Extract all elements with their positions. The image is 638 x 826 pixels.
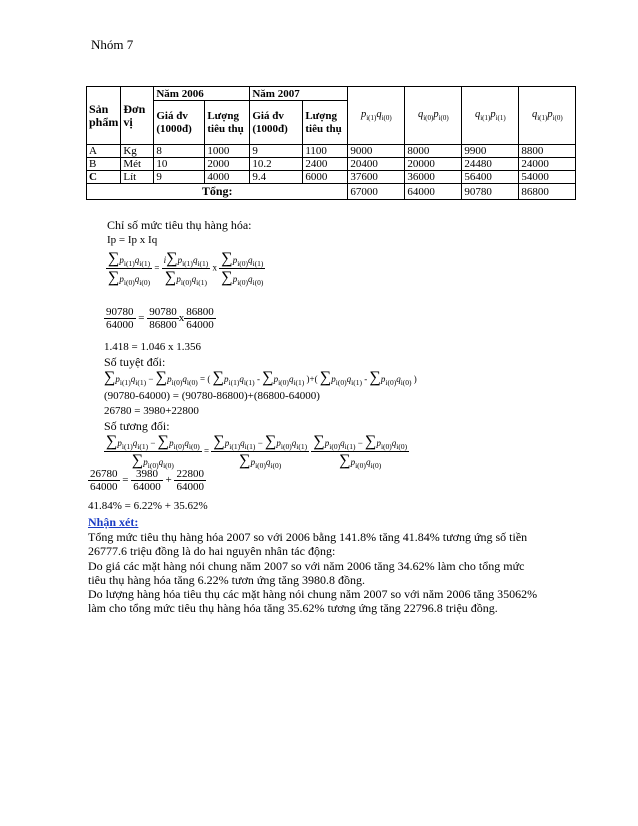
cell-c2: 20000: [405, 158, 462, 171]
notes-paragraph-2: Do giá các mặt hàng nói chung năm 2007 so với năm 2006 tăng 34.62% làm cho tổng mức tiêu thụ hàng hóa tăng 6.22% tươn ứng tăng 3980.8 đồng.: [88, 559, 525, 587]
cell-c1: 37600: [348, 171, 405, 184]
abs-symbolic-formula: $\sum p_{i(1)}q_{i(1)} - \sum p_{i(0)}q_{i(0)}$ = ( $\sum p_{i(1)}q_{i(1)} - \sum p_{i(0)}q_{i(1)}$ )+( $\sum p_{i(0)}q_{i(1)} - \sum p_{i(0)}q_{i(0)}$ ): [104, 369, 417, 387]
abs-result: 26780 = 3980+22800: [104, 405, 199, 417]
cell-product: B: [87, 158, 121, 171]
table-row: [87, 145, 576, 158]
total-label: Tổng:: [87, 184, 348, 200]
total-c2: 64000: [405, 184, 462, 200]
qty-2006-header: Lượng tiêu thụ: [205, 101, 250, 145]
group-header: Nhóm 7: [91, 37, 134, 52]
price-2006-header: Giá đv (1000đ): [154, 101, 205, 145]
cell-unit: Mét: [121, 158, 154, 171]
col-product-header: Sản phẩm: [87, 87, 121, 145]
cell-p1: 10.2: [250, 158, 303, 171]
col-unit-header: Đơn vị: [121, 87, 154, 145]
cell-c4: 24000: [519, 158, 576, 171]
notes-title: Nhận xét:: [88, 515, 139, 529]
notes-paragraph-3: Do lượng hàng hóa tiêu thụ các mặt hàng nói chung năm 2007 so với năm 2006 tăng 35062% làm cho tổng mức tiêu thụ hàng hóa tăng 35.62% tương ứng tăng 22796.8 triệu đồng.: [88, 587, 538, 615]
index-result: 1.418 = 1.046 x 1.356: [104, 341, 201, 353]
rel-title: Số tương đối:: [104, 419, 170, 433]
cell-p1: 9.4: [250, 171, 303, 184]
notes-paragraph-1: Tổng mức tiêu thụ hàng hóa 2007 so với 2006 bằng 141.8% tăng 41.84% tương ứng số tiền 26777.6 triệu đồng là do hai nguyên nhân tác động:: [88, 530, 528, 558]
cell-q0: 2000: [205, 158, 250, 171]
year1-header: Năm 2006: [154, 87, 250, 101]
rel-numeric-fractions: $\frac{26780}{64000}$ = $\frac{3980}{64000}$ + $\frac{22800}{64000}$: [90, 468, 204, 493]
cell-c3: 9900: [462, 145, 519, 158]
abs-title: Số tuyệt đối:: [104, 355, 166, 369]
formula-header-4: $q_{i(1)}p_{i(0)}$: [519, 87, 576, 145]
cell-c4: 54000: [519, 171, 576, 184]
qty-2007-header: Lượng tiêu thụ: [303, 101, 348, 145]
cell-p0: 10: [154, 158, 205, 171]
cell-c3: 56400: [462, 171, 519, 184]
cell-unit: Lít: [121, 171, 154, 184]
total-c1: 67000: [348, 184, 405, 200]
table-row: [87, 158, 576, 171]
cell-p1: 9: [250, 145, 303, 158]
cell-c1: 20400: [348, 158, 405, 171]
price-2007-header: Giá đv (1000đ): [250, 101, 303, 145]
index-title: Chỉ số mức tiêu thụ hàng hóa:: [107, 218, 252, 232]
index-numeric-fractions: $\frac{90780}{64000}$ = $\frac{90780}{86800}$ x $\frac{86800}{64000}$: [106, 306, 214, 331]
cell-q0: 4000: [205, 171, 250, 184]
formula-header-1: $p_{i(1)}q_{i(0)}$: [348, 87, 405, 145]
cell-c4: 8800: [519, 145, 576, 158]
consumption-table: [86, 86, 576, 200]
rel-result: 41.84% = 6.22% + 35.62%: [88, 500, 208, 512]
cell-q1: 6000: [303, 171, 348, 184]
cell-q1: 1100: [303, 145, 348, 158]
total-row: [87, 184, 576, 200]
cell-product: C: [87, 171, 121, 184]
index-formula: Ip = Ip x Iq: [107, 234, 158, 246]
table-row: [87, 171, 576, 184]
cell-c2: 36000: [405, 171, 462, 184]
year2-header: Năm 2007: [250, 87, 348, 101]
total-c4: 86800: [519, 184, 576, 200]
rel-symbolic-formula: $\frac{\sum p_{i(1)}q_{i(1)} - \sum p_{i(0)}q_{i(0)}}{\sum p_{i(0)}q_{i(0)}}$ = $\frac{\sum p_{i(1)}q_{i(1)} - \sum p_{i(0)}q_{i(1)}}{\sum p_{i(0)}q_{i(0)}}$ $\frac{\sum p_{i(0)}q_{i(1)} - \sum p_{i(0)}q_{i(0)}}{\sum p_{i(0)}q_{i(0)}}$: [106, 433, 408, 470]
cell-unit: Kg: [121, 145, 154, 158]
cell-q1: 2400: [303, 158, 348, 171]
cell-q0: 1000: [205, 145, 250, 158]
cell-product: A: [87, 145, 121, 158]
cell-c2: 8000: [405, 145, 462, 158]
formula-header-2: $q_{i(0)}p_{i(0)}$: [405, 87, 462, 145]
abs-calc: (90780-64000) = (90780-86800)+(86800-64000): [104, 390, 320, 402]
cell-p0: 8: [154, 145, 205, 158]
cell-p0: 9: [154, 171, 205, 184]
formula-header-3: $q_{i(1)}p_{i(1)}$: [462, 87, 519, 145]
cell-c3: 24480: [462, 158, 519, 171]
index-symbolic-formula: $\frac{\sum p_{i(1)}q_{i(1)}}{\sum p_{i(0)}q_{i(0)}}$ = $\frac{i\sum p_{i(1)}q_{i(1)}}{\sum p_{i(0)}q_{i(1)}}$ x $\frac{\sum p_{i(0)}q_{i(1)}}{\sum p_{i(0)}q_{i(0)}}$: [108, 250, 264, 287]
cell-c1: 9000: [348, 145, 405, 158]
total-c3: 90780: [462, 184, 519, 200]
